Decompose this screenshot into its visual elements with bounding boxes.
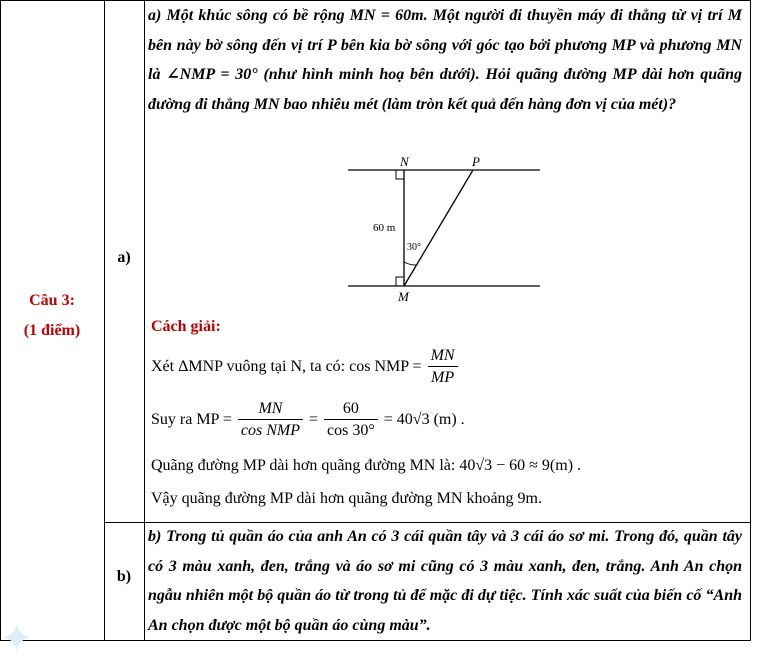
step2-prefix: Suy ra MP = [151,411,232,429]
river-figure [340,150,550,305]
step1-denominator: MP [431,369,455,386]
solution-step-2 [151,399,465,442]
step2-denominator-2: cos 30° [327,422,375,439]
right-angle-mark-m [396,277,404,286]
table-border-right [750,0,751,641]
part-a-label: a) [117,249,131,266]
step2-fraction-1 [238,399,303,442]
step2-fraction-2 [324,399,378,442]
figure-label-p: P [472,154,480,169]
right-angle-mark-n [396,170,404,179]
watermark-logo: ✦ [0,616,34,661]
part-a-question: a) Một khúc sông có bề rộng MN = 60m. Một người đi thuyền máy đi thẳng từ vị trí M bên này bờ sông đến vị trí P bên kia bờ sông với góc tạo bởi phương MP và phương MN là ∠NMP = 30° (như hình minh hoạ bên dưới). Hỏi quãng đường MP dài hơn quãng đường đi thẳng MN bao nhiêu mét (làm tròn kết quả đến hàng đơn vị của mét)? [148,7,742,113]
solution-title: Cách giải: [151,318,221,335]
figure-label-width: 60 m [373,222,396,234]
table-divider-col1 [104,0,105,641]
step1-prefix: Xét ΔMNP vuông tại N, ta có: cos NMP = [151,358,422,376]
angle-arc-30 [404,262,416,265]
solution-step-1 [151,346,460,389]
table-divider-col2 [144,0,145,641]
question-points: (1 điểm) [23,322,81,339]
question-label-cell [0,286,104,346]
table-border-bottom [0,640,751,641]
question-number: Câu 3: [29,292,75,309]
solution-step-3: Quãng đường MP dài hơn quãng đường MN là: 40√3 − 60 ≈ 9(m) . [151,457,582,474]
step2-numerator-2: 60 [324,399,378,420]
step2-result: = 40√3 (m) . [383,411,465,429]
step2-numerator-1: MN [238,399,303,420]
segment-mp [404,170,473,286]
step1-numerator: MN [428,346,458,367]
solution-conclusion: Vậy quãng đường MP dài hơn quãng đường MN khoảng 9m. [151,490,542,507]
figure-label-angle: 30° [407,242,421,253]
part-b-label: b) [116,568,132,585]
step2-denominator-1: cos NMP [240,422,300,439]
figure-label-n: N [400,154,409,169]
step1-fraction [428,346,458,389]
figure-label-m: M [398,289,409,304]
equals-sign: = [309,411,319,429]
part-b-question: b) Trong tủ quần áo của anh An có 3 cái quần tây và 3 cái áo sơ mi. Trong đó, quần tây có 3 màu xanh, đen, trắng và áo sơ mi cũng có 3 màu xanh, đen, trắng. Anh An chọn ngẫu nhiên một bộ quần áo từ trong tủ để mặc đi dự tiệc. Tính xác suất của biến cố “Anh An chọn được một bộ quần áo cùng màu”. [148,528,742,634]
